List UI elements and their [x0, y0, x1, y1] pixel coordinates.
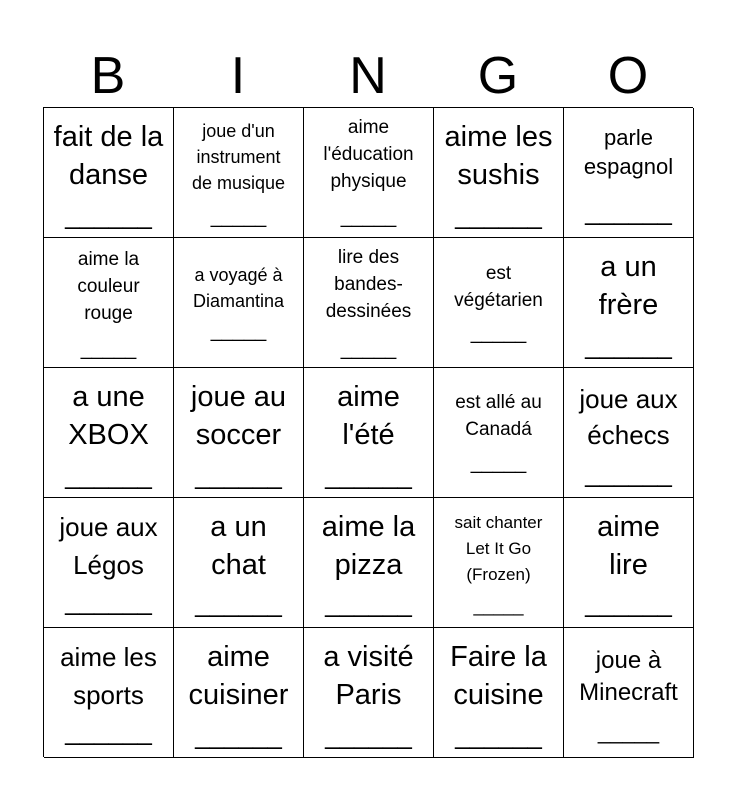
cell-blank-line: _____ [80, 338, 137, 360]
bingo-cell[interactable] [174, 238, 304, 368]
cell-blank-line: ______ [325, 720, 412, 750]
header-letter-o: O [607, 47, 649, 105]
cell-blank-line: ______ [325, 588, 412, 618]
bingo-cell[interactable] [44, 108, 174, 238]
cell-text: a un frère [598, 251, 659, 321]
bingo-cell[interactable] [44, 238, 174, 368]
bingo-cell[interactable] [174, 108, 304, 238]
cell-text: joue aux Légos [59, 512, 158, 580]
bingo-cell[interactable] [434, 368, 564, 498]
cell-blank-line: ______ [195, 588, 282, 618]
bingo-cell[interactable] [44, 498, 174, 628]
cell-text: joue aux échecs [579, 384, 678, 450]
cell-blank-line: ______ [455, 200, 542, 230]
bingo-cell[interactable] [44, 628, 174, 758]
cell-text: aime l'été [337, 381, 400, 451]
bingo-cell[interactable] [434, 498, 564, 628]
cell-blank-line: ______ [585, 588, 672, 618]
header-letter-n: N [349, 47, 387, 105]
bingo-cell[interactable] [564, 238, 694, 368]
cell-text: a un chat [210, 511, 267, 581]
bingo-grid [43, 107, 693, 757]
cell-blank-line: ______ [325, 460, 412, 490]
bingo-cell[interactable] [174, 628, 304, 758]
cell-text: parle espagnol [583, 125, 674, 179]
cell-blank-line: ______ [65, 716, 152, 746]
cell-blank-line: _____ [473, 596, 524, 616]
bingo-cell[interactable] [304, 368, 434, 498]
cell-text: a visité Paris [323, 641, 414, 711]
bingo-cell[interactable] [304, 108, 434, 238]
cell-text: Faire la cuisine [450, 641, 547, 711]
cell-text: est végétarien [454, 263, 543, 311]
bingo-cell[interactable] [434, 238, 564, 368]
cell-text: joue d'un instrument de musique [191, 121, 286, 193]
bingo-cell[interactable] [174, 368, 304, 498]
cell-blank-line: _____ [470, 452, 527, 474]
bingo-cell[interactable] [174, 498, 304, 628]
cell-text: joue à Minecraft [579, 647, 678, 706]
bingo-cell[interactable] [434, 628, 564, 758]
cell-text: est allé au Canadá [455, 392, 542, 440]
header-letter-g: G [477, 47, 519, 105]
bingo-cell[interactable] [44, 368, 174, 498]
cell-blank-line: ______ [585, 458, 672, 488]
cell-text: a voyagé à Diamantina [192, 265, 285, 311]
cell-text: aime la couleur rouge [77, 249, 140, 324]
cell-text: aime les sushis [444, 121, 553, 191]
cell-blank-line: _____ [340, 206, 397, 228]
bingo-cell[interactable] [564, 628, 694, 758]
bingo-cell[interactable] [564, 108, 694, 238]
header-letter-b: B [90, 47, 126, 105]
cell-blank-line: ______ [65, 586, 152, 616]
cell-text: sait chanter Let It Go (Frozen) [454, 513, 543, 584]
cell-blank-line: ______ [195, 720, 282, 750]
cell-text: lire des bandes- dessinées [325, 247, 412, 322]
header-letter-i: I [230, 47, 246, 105]
cell-blank-line: _____ [340, 338, 397, 360]
cell-text: a une XBOX [68, 381, 149, 451]
cell-blank-line: _____ [210, 206, 267, 228]
cell-blank-line: ______ [65, 200, 152, 230]
bingo-header [43, 46, 693, 106]
bingo-cell[interactable] [304, 498, 434, 628]
cell-text: aime cuisiner [188, 641, 289, 711]
bingo-cell[interactable] [564, 368, 694, 498]
cell-text: aime lire [597, 511, 660, 581]
cell-text: fait de la danse [53, 121, 164, 191]
cell-blank-line: ______ [455, 720, 542, 750]
bingo-cell[interactable] [304, 628, 434, 758]
cell-text: aime la pizza [321, 511, 416, 581]
cell-blank-line: _____ [210, 320, 267, 342]
cell-blank-line: _____ [470, 322, 527, 344]
bingo-cell[interactable] [304, 238, 434, 368]
bingo-cell[interactable] [564, 498, 694, 628]
cell-blank-line: ______ [65, 460, 152, 490]
cell-blank-line: ______ [195, 460, 282, 490]
cell-blank-line: ______ [585, 330, 672, 360]
cell-blank-line: _____ [597, 719, 660, 744]
cell-text: aime les sports [60, 642, 157, 710]
cell-text: joue au soccer [190, 381, 287, 451]
bingo-cell[interactable] [434, 108, 564, 238]
cell-text: aime l'éducation physique [323, 117, 414, 192]
cell-blank-line: ______ [585, 196, 672, 226]
